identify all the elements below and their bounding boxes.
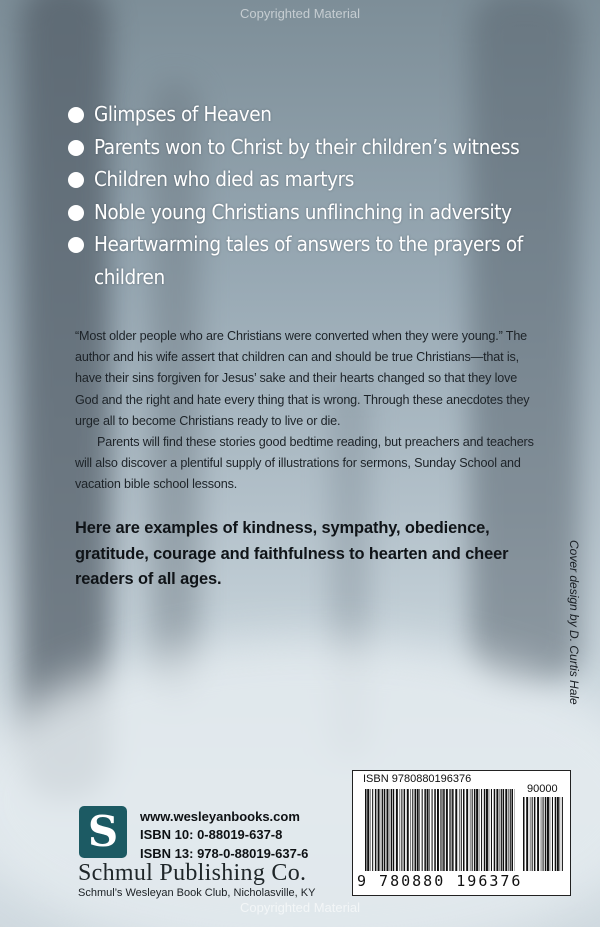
barcode-bar (557, 797, 559, 871)
barcode-bar (401, 789, 402, 871)
publisher-info (140, 808, 308, 863)
barcode-bar (461, 789, 462, 871)
description-paragraph: “Most older people who are Christians were converted when they were young.” The author and his wife assert that children can and should be true Christians—that is, have their sins forgiven for Jesus’ sake and their hearts changed so that they love God and the right and hate every thing that is wrong. Through these anecdotes they urge all to become Christians ready to live or die. (75, 329, 530, 428)
barcode-bar (381, 789, 382, 871)
highlight-statement: Here are examples of kindness, sympathy, obedience, gratitude, courage and faithfulness to hearten and cheer readers of all ages. (75, 519, 509, 588)
barcode-bar (452, 789, 454, 871)
barcode-bar (537, 797, 539, 871)
barcode-bar (530, 797, 531, 871)
barcode-bar (390, 789, 391, 871)
publisher-subtitle: Schmul’s Wesleyan Book Club, Nicholasville, KY (78, 887, 316, 899)
barcode-bar (375, 789, 377, 871)
barcode-bar (443, 789, 445, 871)
bullet-item (68, 163, 548, 196)
barcode-bar (552, 797, 553, 871)
barcode-bar (391, 789, 392, 871)
barcode-bar (512, 789, 514, 871)
barcode-bar (387, 789, 389, 871)
barcode-bar (410, 789, 411, 871)
barcode-bar (474, 789, 476, 871)
barcode-bar (541, 797, 542, 871)
barcode-bar (472, 789, 473, 871)
barcode-bar (543, 797, 544, 871)
feature-bullet-list (68, 98, 548, 293)
barcode-bar (407, 789, 409, 871)
barcode-bar (440, 789, 441, 871)
barcode-bar (545, 797, 547, 871)
barcode-bar (382, 789, 383, 871)
bullet-text: Noble young Christians unflinching in adversity (94, 199, 512, 224)
barcode-bar (510, 789, 511, 871)
barcode-bar (505, 789, 507, 871)
bullet-dot-icon (68, 140, 84, 156)
barcode-bar (441, 789, 442, 871)
barcode-bar (479, 789, 480, 871)
barcode-bar (422, 789, 423, 871)
barcode-bar (449, 789, 450, 871)
barcode-bar (378, 789, 380, 871)
barcode-bar (484, 789, 486, 871)
barcode-bar (412, 789, 413, 871)
watermark-bottom: Copyrighted Material (240, 900, 360, 915)
barcode-bar (491, 789, 492, 871)
barcode-bar (446, 789, 448, 871)
barcode-bar (489, 789, 490, 871)
watermark-top: Copyrighted Material (240, 6, 360, 21)
barcode-bar (532, 797, 533, 871)
barcode-bar (534, 797, 536, 871)
barcode-bar (437, 789, 439, 871)
barcode-bar (424, 789, 426, 871)
publisher-website: www.wesleyanbooks.com (140, 809, 300, 824)
barcode-bar (500, 789, 501, 871)
barcode-bar (434, 789, 436, 871)
barcode-digits: 9 780880 196376 (357, 872, 523, 890)
barcode-bar (481, 789, 482, 871)
barcode-bar (523, 797, 525, 871)
barcode-bar (384, 789, 386, 871)
schmul-logo-icon: S (79, 806, 127, 858)
barcode-bar (494, 789, 496, 871)
barcode-bar (455, 789, 457, 871)
barcode-bar (470, 789, 471, 871)
bullet-dot-icon (68, 172, 84, 188)
barcode-bar (562, 797, 563, 871)
barcode-addon-bars (523, 797, 563, 871)
barcode-bar (526, 797, 528, 871)
publisher-name: Schmul Publishing Co. (78, 860, 307, 886)
barcode-bar (463, 789, 465, 871)
barcode-bar (404, 789, 406, 871)
bullet-item (68, 228, 548, 293)
barcode-bar (466, 789, 468, 871)
barcode-bar (459, 789, 460, 871)
publisher-isbn10: ISBN 10: 0-88019-637-8 (140, 827, 283, 843)
barcode-bar (417, 789, 419, 871)
barcode-bar (367, 789, 369, 871)
barcode-isbn-label: ISBN 9780880196376 (363, 773, 472, 785)
bullet-text: Children who died as martyrs (94, 167, 354, 191)
barcode-bar (372, 789, 373, 871)
barcode-bar (547, 797, 549, 871)
barcode-main-bars (365, 789, 515, 871)
barcode-bar (365, 789, 367, 871)
barcode-bar (400, 789, 401, 871)
barcode-bar (560, 797, 561, 871)
cover-design-credit: Cover design by D. Curtis Hale (567, 540, 581, 705)
barcode-bar (555, 797, 557, 871)
barcode-bar (427, 789, 429, 871)
barcode-box (352, 770, 571, 896)
barcode-bar (415, 789, 417, 871)
bullet-item (68, 196, 548, 229)
bullet-dot-icon (68, 205, 84, 221)
barcode-bar (432, 789, 433, 871)
barcode-bar (550, 797, 551, 871)
description-paragraph: Parents will find these stories good bedtime reading, but preachers and teachers will also discover a plentiful supply of illustrations for sermons, Sunday School and vacation bible school lessons. (75, 435, 534, 492)
barcode-bar (419, 789, 420, 871)
barcode-bar (429, 789, 430, 871)
barcode-bar (486, 789, 488, 871)
barcode-price-code: 90000 (527, 783, 558, 795)
bullet-text: Parents won to Christ by their children’s witness (94, 134, 520, 159)
barcode-bar (370, 789, 371, 871)
barcode-bar (450, 789, 451, 871)
bullet-item (68, 98, 548, 131)
bullet-text: Glimpses of Heaven (94, 102, 272, 126)
bullet-dot-icon (68, 107, 84, 123)
barcode-bar (496, 789, 498, 871)
barcode-bar (503, 789, 505, 871)
publisher-isbn13: ISBN 13: 978-0-88019-637-6 (140, 845, 309, 861)
barcode-bar (508, 789, 509, 871)
barcode-bar (501, 789, 502, 871)
bullet-dot-icon (68, 237, 84, 253)
barcode-bar (393, 789, 395, 871)
bullet-item (68, 131, 548, 164)
barcode-bar (396, 789, 398, 871)
barcode-bar (476, 789, 478, 871)
book-description (75, 326, 537, 496)
bullet-text: Heartwarming tales of answers to the prayers of children (94, 232, 523, 289)
